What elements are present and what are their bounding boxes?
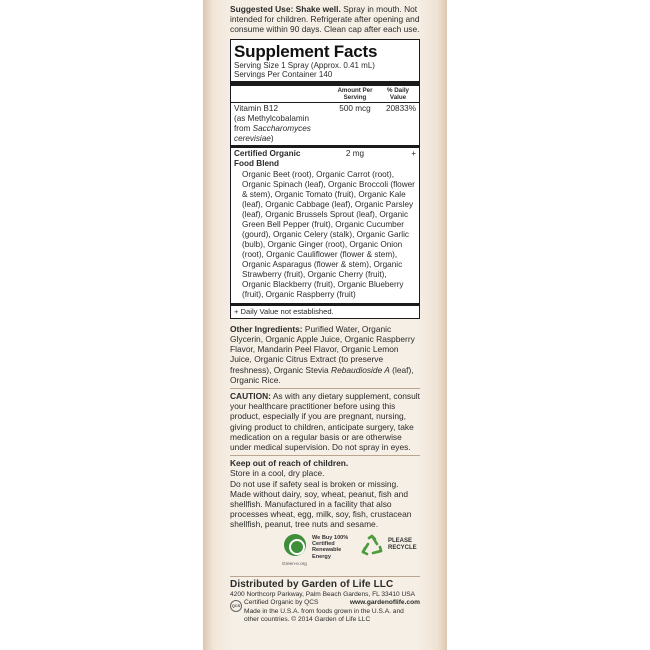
renewable-energy-url: Green-e.org xyxy=(282,560,307,566)
qcs-badge-icon: QCS xyxy=(230,600,242,612)
certification-footer xyxy=(230,599,420,625)
vitamin-source-line2: from Saccharomyces cerevisiae) xyxy=(234,123,311,143)
nutrient-row-food-blend xyxy=(234,149,416,169)
section-divider xyxy=(230,388,420,389)
certification-logos xyxy=(230,534,420,578)
blend-amount: 2 mg xyxy=(345,148,365,158)
amount-per-serving-header: Amount Per Serving xyxy=(337,86,373,101)
facts-column-header xyxy=(234,87,416,101)
stevia-species: Rebaudioside A xyxy=(331,364,390,375)
vitamin-daily-value: 20833% xyxy=(385,103,416,113)
daily-value-header: % Daily Value xyxy=(386,86,409,101)
vitamin-amount: 500 mcg xyxy=(339,103,371,113)
suggested-use-text: Spray in mouth. Not intended for children. Refrigerate after opening and consume within 90 days. Clean cap after each use. xyxy=(230,4,420,35)
certified-by: Certified Organic by QCS xyxy=(244,599,319,607)
storage-instruction: Store in a cool, dry place. xyxy=(230,468,325,479)
caution-heading: CAUTION: xyxy=(230,391,271,402)
recycle-icon xyxy=(360,534,384,558)
vitamin-name: Vitamin B12 xyxy=(234,103,278,113)
serving-size: Serving Size 1 Spray (Approx. 0.41 mL) xyxy=(234,60,375,70)
made-in-statement: Made in the U.S.A. from foods grown in the U.S.A. and other countries. © 2014 Garden of Life LLC xyxy=(244,607,404,624)
blend-name: Certified Organic Food Blend xyxy=(234,148,301,168)
recycle-text: PLEASE RECYCLE xyxy=(388,537,417,551)
facts-divider-thin xyxy=(231,102,419,103)
facts-divider-medium xyxy=(231,145,419,148)
allergen-statement: Made without dairy, soy, wheat, peanut, fish and shellfish. Manufactured in a facility that also processes wheat, egg, milk, soy, fish, crustacean shellfish, peanut, tree nuts and sesame. xyxy=(230,488,412,530)
website-link[interactable]: www.gardenoflife.com xyxy=(349,599,420,607)
safety-seal-warning: Do not use if safety seal is broken or missing. xyxy=(230,478,399,489)
supplement-facts-title: Supplement Facts xyxy=(234,41,378,61)
product-label xyxy=(230,4,420,625)
servings-per-container: Servings Per Container 140 xyxy=(234,70,333,80)
distributor: Distributed by Garden of Life LLC xyxy=(230,578,394,590)
blend-ingredients: Organic Beet (root), Organic Carrot (root), Organic Spinach (leaf), Organic Broccoli (flower & stem), Organic Tomato (fruit), Organic Kale (leaf), Organic Cabbage (leaf), Organic Parsley (leaf), Organic Brussels Sprout (leaf), Organic Green Bell Pepper (fruit), Organic Cucumber (gourd), Organic Celery (stalk), Organic Garlic (bulb), Organic Ginger (root), Organic Onion (root), Organic Cauliflower (flower & stem), Organic Asparagus (flower & stem), Organic Strawberry (fruit), Organic Cherry (fruit), Organic Blackberry (fruit), Organic Blueberry (fruit), Organic Raspberry (fruit) xyxy=(242,169,415,299)
other-ingredients-heading: Other Ingredients: xyxy=(230,323,303,334)
renewable-energy-text: We Buy 100% Certified Renewable Energy xyxy=(312,534,349,560)
vitamin-source-line1: (as Methylcobalamin xyxy=(234,113,310,123)
suggested-use xyxy=(230,4,420,35)
nutrient-row-vitamin-b12 xyxy=(234,104,416,144)
vitamin-species: Saccharomyces cerevisiae xyxy=(234,123,311,143)
other-ingredients: Other Ingredients: Purified Water, Organic Glycerin, Organic Apple Juice, Organic Raspberry Flavor, Mandarin Peel Flavor, Organic Lemon Juice, Organic Citrus Extract (to preserve freshness), Organic Stevia Rebaudioside A (leaf), Organic Rice. xyxy=(230,323,415,385)
distributor-address: 4200 Northcorp Parkway, Palm Beach Gardens, FL 33410 USA xyxy=(230,590,416,598)
facts-divider-thick xyxy=(231,81,419,86)
daily-value-footnote: + Daily Value not established. xyxy=(234,306,334,316)
blend-daily-value: + xyxy=(411,148,416,158)
caution: CAUTION: As with any dietary supplement, consult your healthcare practitioner before using this product, especially if you are pregnant, nursing, giving product to children, anticipate surgery, take medication on a regular basis or are otherwise under medical supervision. Do not spray in eyes. xyxy=(230,391,420,453)
keep-out-of-reach: Keep out of reach of children. xyxy=(230,458,349,469)
suggested-use-heading: Suggested Use: Shake well. xyxy=(230,4,341,14)
supplement-facts-panel xyxy=(230,39,420,319)
facts-divider-bottom xyxy=(231,303,419,306)
copyright: © 2014 Garden of Life LLC xyxy=(291,616,371,624)
section-divider xyxy=(230,455,420,456)
renewable-energy-icon xyxy=(284,534,306,556)
